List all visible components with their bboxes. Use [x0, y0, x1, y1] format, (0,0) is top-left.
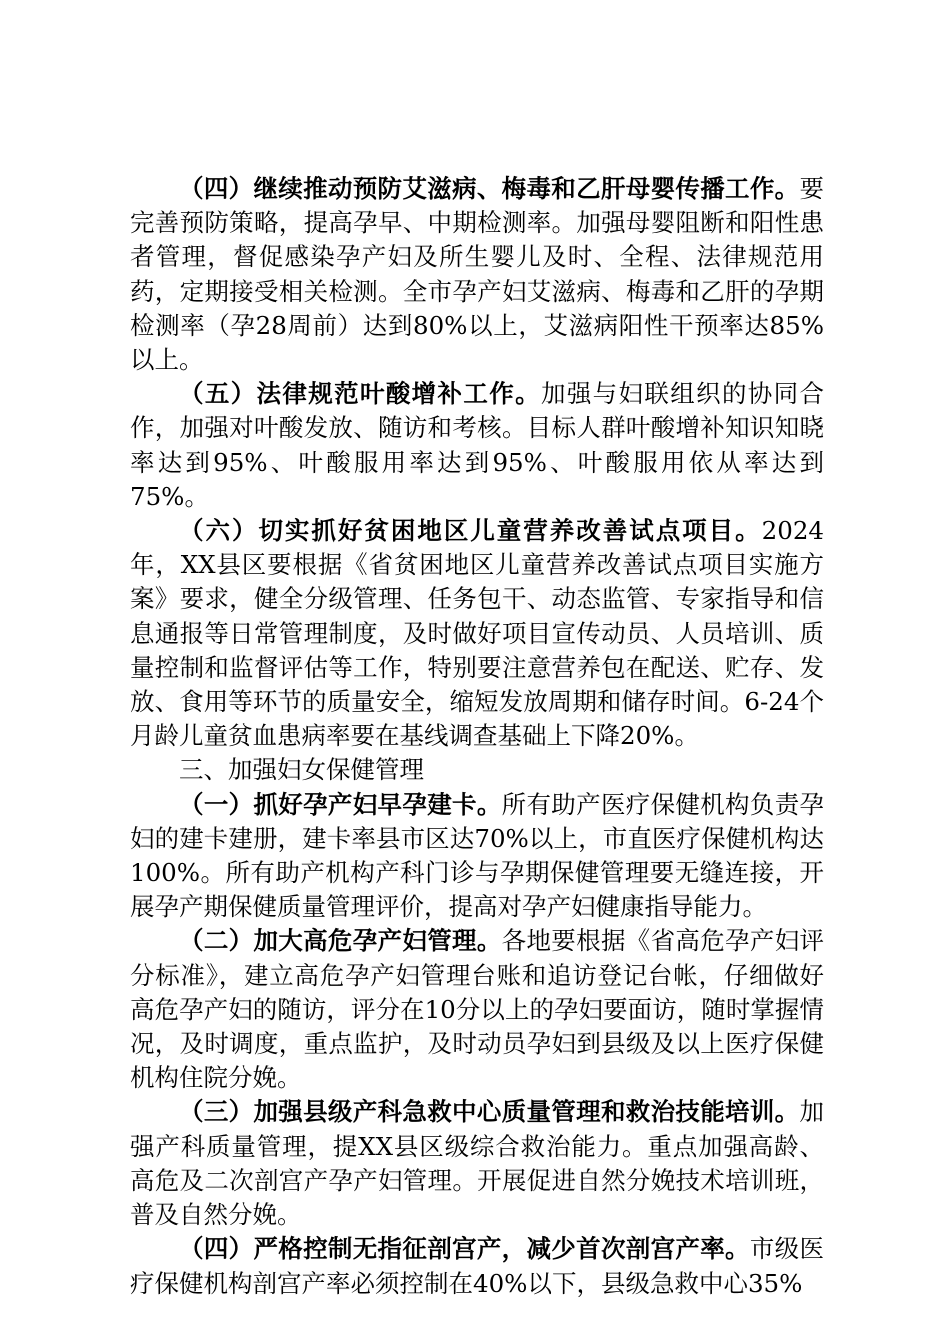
paragraph-high-risk-pregnancy	[130, 924, 824, 1095]
paragraph-child-nutrition-project	[130, 514, 824, 753]
paragraph-text: 市级医疗保健机构剖宫产率必须控制在40%以下，县级急救中心35%	[130, 1234, 824, 1298]
paragraph-heading: （三）加强县级产科急救中心质量管理和救治技能培训。	[179, 1097, 800, 1127]
paragraph-text: 加强产科质量管理，提XX县区级综合救治能力。重点加强高龄、高危及二次剖宫产孕产妇管理。开展促进自然分娩技术培训班，普及自然分娩。	[130, 1097, 824, 1230]
section-heading-text: 三、加强妇女保健管理	[179, 755, 424, 785]
paragraph-text: 所有助产医疗保健机构负责孕妇的建卡建册，建卡率县市区达70%以上，市直医疗保健机构达100%。所有助产机构产科门诊与孕期保健管理要无缝连接，开展孕产期保健质量管理评价，提高对孕产妇健康指导能力。	[130, 789, 825, 922]
section-heading-women-health	[130, 753, 824, 787]
paragraph-text: 各地要根据《省高危孕产妇评分标准》，建立高危孕产妇管理台账和追访登记台帐，仔细做好高危孕产妇的随访，评分在10分以上的孕妇要面访，随时掌握情况，及时调度，重点监护，及时动员孕妇到县级及以上医疗保健机构住院分娩。	[130, 926, 825, 1093]
paragraph-folic-acid	[130, 377, 824, 514]
paragraph-heading: （二）加大高危孕产妇管理。	[179, 926, 502, 956]
paragraph-text: 加强与妇联组织的协同合作，加强对叶酸发放、随访和考核。目标人群叶酸增补知识知晓率达到95%、叶酸服用率达到95%、叶酸服用依从率达到75%。	[130, 379, 825, 511]
paragraph-obstetric-emergency-center	[130, 1095, 824, 1232]
paragraph-heading: （五）法律规范叶酸增补工作。	[179, 379, 541, 409]
paragraph-hiv-syphilis-hepb-prevention	[130, 172, 824, 377]
document-body	[130, 172, 824, 1301]
paragraph-text: 2024年，XX县区要根据《省贫困地区儿童营养改善试点项目实施方案》要求，健全分级管理、任务包干、动态监管、专家指导和信息通报等日常管理制度，及时做好项目宣传动员、人员培训、质量控制和监督评估等工作，特别要注意营养包在配送、贮存、发放、食用等环节的质量安全，缩短发放周期和储存时间。6-24个月龄儿童贫血患病率要在基线调查基础上下降20%。	[130, 516, 824, 751]
paragraph-heading: （六）切实抓好贫困地区儿童营养改善试点项目。	[179, 516, 762, 546]
paragraph-heading: （四）继续推动预防艾滋病、梅毒和乙肝母婴传播工作。	[179, 174, 800, 203]
paragraph-early-pregnancy-registration	[130, 788, 824, 925]
paragraph-heading: （一）抓好孕产妇早孕建卡。	[179, 789, 502, 819]
paragraph-cesarean-control	[130, 1232, 824, 1300]
paragraph-heading: （四）严格控制无指征剖宫产，减少首次剖宫产率。	[179, 1234, 750, 1264]
paragraph-text: 要完善预防策略，提高孕早、中期检测率。加强母婴阻断和阳性患者管理，督促感染孕产妇及所生婴儿及时、全程、法律规范用药，定期接受相关检测。全市孕产妇艾滋病、梅毒和乙肝的孕期检测率（孕28周前）达到80%以上，艾滋病阳性干预率达85%以上。	[130, 174, 824, 375]
